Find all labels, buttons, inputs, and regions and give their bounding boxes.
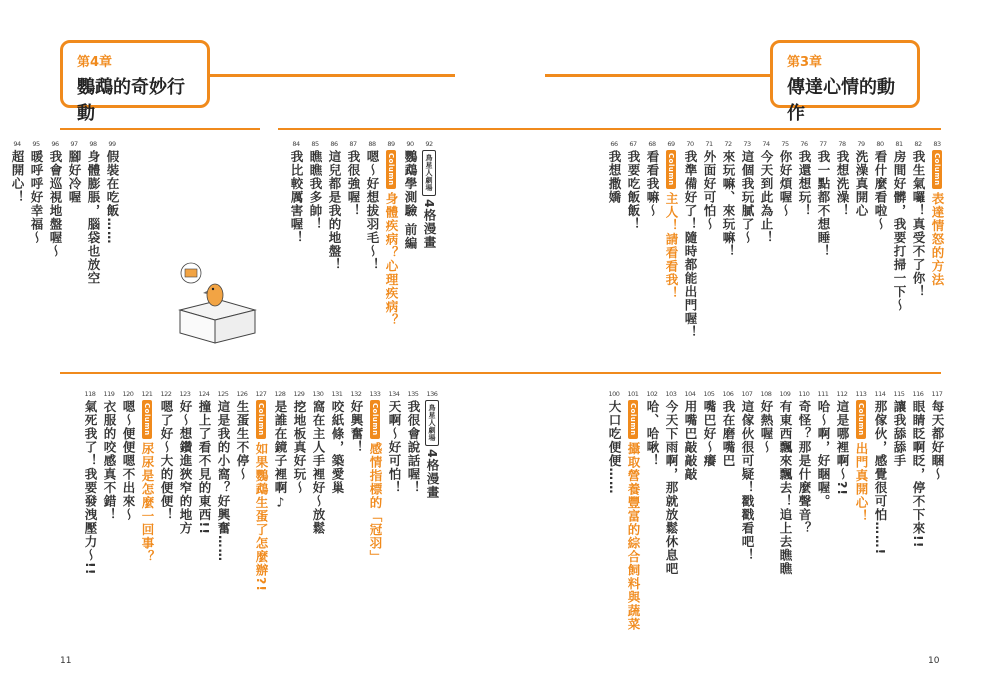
- toc-entry: [9, 138, 25, 285]
- toc-page-number: 100: [608, 390, 620, 398]
- column-tag: Column: [932, 150, 942, 189]
- toc-entry-title: 外面好可怕～: [702, 150, 717, 231]
- toc-entry-title: 鸚鵡學測驗 前編: [403, 150, 418, 250]
- toc-entry: [872, 388, 888, 631]
- toc-page-number: 84: [292, 140, 300, 148]
- toc-entry-title: 窩在主人手裡好～放鬆: [311, 400, 326, 535]
- toc-entry-title: 攝取營養豐富的綜合飼料與蔬菜: [626, 441, 641, 631]
- toc-entry: [834, 138, 850, 339]
- toc-entry: [424, 388, 440, 592]
- toc-entry-title: 4格漫畫: [422, 198, 437, 249]
- toc-entry: [383, 138, 399, 327]
- toc-entry: [663, 388, 679, 631]
- toc-page-number: 129: [293, 390, 305, 398]
- toc-entry: [101, 388, 117, 592]
- toc-entry-title: 洗澡真開心: [854, 150, 869, 218]
- toc-entry-title: 身體膨脹，腦袋也放空: [86, 150, 101, 285]
- toc-entry: [364, 138, 380, 327]
- toc-page-number: 86: [330, 140, 338, 148]
- chapter4-connector: [210, 74, 455, 77]
- toc-top-left: [6, 138, 120, 285]
- toc-page-number: 81: [895, 140, 903, 148]
- toc-entry: [682, 388, 698, 631]
- toc-entry: [402, 138, 418, 327]
- toc-entry: [739, 388, 755, 631]
- toc-page-number: 119: [103, 390, 115, 398]
- toc-page-number: 117: [931, 390, 943, 398]
- toc-entry-title: 好熱喔～: [759, 400, 774, 454]
- toc-page-number: 83: [933, 140, 941, 148]
- toc-entry: [815, 138, 831, 339]
- toc-entry-title: 尿尿是怎麼一回事？: [140, 441, 155, 564]
- toc-entry-title: 看什麼看啦～: [873, 150, 888, 231]
- toc-page-number: 97: [70, 140, 78, 148]
- toc-page-number: 66: [610, 140, 618, 148]
- toc-entry: [120, 388, 136, 592]
- chapter3-title: 傳達心情的動作: [787, 77, 895, 124]
- toc-page-number: 101: [627, 390, 639, 398]
- chapter4-title: 鸚鵡的奇妙行動: [77, 77, 185, 124]
- toc-page-number: 131: [331, 390, 343, 398]
- toc-entry: [891, 138, 907, 339]
- toc-entry-title: 出門真開心！: [854, 441, 869, 523]
- toc-entry: [644, 138, 660, 339]
- toc-page-number: 77: [819, 140, 827, 148]
- toc-entry: [139, 388, 155, 592]
- toc-entry-title: 我很強喔！: [346, 150, 361, 218]
- toc-page-number: 121: [141, 390, 153, 398]
- toc-entry-title: 衣服的咬感真不錯！: [102, 400, 117, 522]
- toc-entry-title: 撞上了看不見的東西!!: [197, 400, 212, 535]
- toc-page-number: 68: [648, 140, 656, 148]
- toc-page-number: 80: [876, 140, 884, 148]
- toc-page-number: 85: [311, 140, 319, 148]
- toc-entry: [910, 388, 926, 631]
- toc-page-number: 128: [274, 390, 286, 398]
- toc-entry-title: 暖呼呼好幸福～: [29, 150, 44, 245]
- toc-entry: [421, 138, 437, 327]
- toc-entry: [777, 388, 793, 631]
- toc-entry: [85, 138, 101, 285]
- toc-entry-title: 你好煩喔～: [778, 150, 793, 218]
- toc-entry-title: 我要吃飯飯！: [626, 150, 641, 231]
- toc-page-number: 115: [893, 390, 905, 398]
- toc-entry: [291, 388, 307, 592]
- toc-entry: [929, 388, 945, 631]
- toc-page-number: 76: [800, 140, 808, 148]
- toc-page-number: 88: [368, 140, 376, 148]
- toc-entry: [386, 388, 402, 592]
- toc-page-number: 104: [684, 390, 696, 398]
- toc-page-number: 135: [407, 390, 419, 398]
- toc-entry-title: 身體疾病？心理疾病？: [384, 191, 399, 327]
- toc-page-number: 108: [760, 390, 772, 398]
- column-tag: Column: [386, 150, 396, 189]
- toc-entry: [606, 138, 622, 339]
- toc-entry: [929, 138, 945, 339]
- toc-page-number: 136: [426, 390, 438, 398]
- toc-entry-title: 我會巡視地盤喔～: [48, 150, 63, 258]
- toc-entry-title: 大口吃便便……: [607, 400, 622, 495]
- toc-entry-title: 我生氣囉！真受不了你！: [911, 150, 926, 299]
- toc-entry: [196, 388, 212, 592]
- toc-page-number: 70: [686, 140, 694, 148]
- toc-entry: [28, 138, 44, 285]
- toc-page-number: 99: [108, 140, 116, 148]
- toc-entry: [405, 388, 421, 592]
- toc-page-number: 96: [51, 140, 59, 148]
- toc-entry-title: 超開心！: [10, 150, 25, 204]
- toc-entry-title: 這是我的小窩？好興奮……: [216, 400, 231, 562]
- column-tag: Column: [628, 400, 638, 439]
- toc-entry-title: 這兒都是我的地盤！: [327, 150, 342, 272]
- chapter3-label: 第3章: [787, 55, 823, 70]
- toc-page-number: 116: [912, 390, 924, 398]
- page-number-left: 11: [60, 656, 72, 666]
- toc-entry-title: 用嘴巴敲敲敲: [683, 400, 698, 481]
- toc-entry-title: 假裝在吃飯……: [105, 150, 120, 245]
- toc-entry: [606, 388, 622, 631]
- toc-entry: [66, 138, 82, 285]
- toc-entry: [177, 388, 193, 592]
- column-tag: Column: [256, 400, 266, 439]
- toc-top-middle: [285, 138, 437, 327]
- toc-entry: [739, 138, 755, 339]
- toc-page-number: 92: [425, 140, 433, 148]
- toc-entry: [288, 138, 304, 327]
- toc-page-number: 124: [198, 390, 210, 398]
- toc-entry-title: 感情指標的「冠羽」: [368, 441, 383, 564]
- toc-entry: [82, 388, 98, 592]
- toc-page-number: 82: [914, 140, 922, 148]
- manga-tag: 鳥星人劇場: [422, 150, 436, 196]
- toc-bottom-left: [79, 388, 440, 592]
- column-tag: Column: [142, 400, 152, 439]
- toc-entry-title: 房間好髒，我要打掃一下～: [892, 150, 907, 312]
- toc-page-number: 103: [665, 390, 677, 398]
- toc-entry: [625, 138, 641, 339]
- toc-page-number: 127: [255, 390, 267, 398]
- toc-entry: [777, 138, 793, 339]
- toc-page-number: 67: [629, 140, 637, 148]
- toc-page-number: 89: [387, 140, 395, 148]
- toc-entry-title: 這個我玩膩了～: [740, 150, 755, 245]
- toc-top-right: [603, 138, 945, 339]
- toc-entry: [644, 388, 660, 631]
- toc-entry-title: 挖地板真好玩～: [292, 400, 307, 495]
- parrot-tissue-box-illustration: [165, 255, 265, 345]
- toc-page-number: 126: [236, 390, 248, 398]
- toc-page-number: 112: [836, 390, 848, 398]
- toc-entry: [158, 388, 174, 592]
- column-tag: Column: [370, 400, 380, 439]
- toc-entry: [796, 138, 812, 339]
- toc-entry-title: 表達情怒的方法: [930, 191, 945, 287]
- toc-page-number: 132: [350, 390, 362, 398]
- toc-page-number: 95: [32, 140, 40, 148]
- toc-page-number: 110: [798, 390, 810, 398]
- toc-entry-title: 眼睛眨啊眨，停不下來!!: [911, 400, 926, 549]
- toc-entry-title: 我準備好了！隨時都能出門喔！: [683, 150, 698, 339]
- toc-entry: [272, 388, 288, 592]
- toc-entry-title: 我一點都不想睡！: [816, 150, 831, 258]
- toc-page-number: 125: [217, 390, 229, 398]
- toc-entry: [663, 138, 679, 339]
- toc-entry: [701, 388, 717, 631]
- toc-entry: [834, 388, 850, 631]
- toc-entry: [910, 138, 926, 339]
- toc-page-number: 78: [838, 140, 846, 148]
- toc-entry-title: 嗯了好～大的便便！: [159, 400, 174, 522]
- toc-page-number: 79: [857, 140, 865, 148]
- toc-bottom-right: [603, 388, 945, 631]
- toc-page-number: 109: [779, 390, 791, 398]
- toc-entry-title: 好興奮！: [349, 400, 364, 454]
- toc-entry-title: 是誰在鏡子裡啊♪: [273, 400, 288, 511]
- toc-page-number: 75: [781, 140, 789, 148]
- toc-entry: [853, 138, 869, 339]
- toc-entry-title: 腳好冷喔: [67, 150, 82, 204]
- rule-bottom: [60, 372, 941, 374]
- toc-entry-title: 我比較厲害喔！: [289, 150, 304, 245]
- toc-page-number: 134: [388, 390, 400, 398]
- toc-entry-title: 我很會說話喔！: [406, 400, 421, 495]
- toc-entry: [872, 138, 888, 339]
- toc-entry-title: 主人！請看看我！: [664, 191, 679, 300]
- toc-entry-title: 4格漫畫: [425, 448, 440, 499]
- chapter4-label: 第4章: [77, 55, 113, 70]
- toc-entry-title: 每天都好睏～: [930, 400, 945, 481]
- toc-entry-title: 如果鸚鵡生蛋了怎麼辦?!: [254, 441, 269, 592]
- toc-entry: [625, 388, 641, 631]
- toc-entry-title: 有東西飄來飄去！追上去瞧瞧: [778, 400, 793, 576]
- toc-page-number: 73: [743, 140, 751, 148]
- toc-page-number: 94: [13, 140, 21, 148]
- toc-entry-title: 氣死我了！我要發洩壓力～!!: [83, 400, 98, 576]
- toc-page-number: 71: [705, 140, 713, 148]
- toc-entry: [348, 388, 364, 592]
- chapter3-box: [770, 40, 920, 124]
- toc-entry-title: 好～想鑽進狹窄的地方: [178, 400, 193, 535]
- toc-entry-title: 咬紙條，築愛巢: [330, 400, 345, 495]
- toc-page-number: 105: [703, 390, 715, 398]
- page-number-right: 10: [928, 656, 940, 666]
- toc-entry-title: 嗯～便便嗯不出來～: [121, 400, 136, 522]
- rule-top-right: [278, 128, 941, 130]
- toc-entry: [310, 388, 326, 592]
- toc-page-number: 114: [874, 390, 886, 398]
- toc-page-number: 113: [855, 390, 867, 398]
- toc-entry: [367, 388, 383, 592]
- chapter3-connector: [545, 74, 770, 77]
- toc-entry: [853, 388, 869, 631]
- toc-entry-title: 今天下雨啊，那就放鬆休息吧: [664, 400, 679, 576]
- toc-page-number: 122: [160, 390, 172, 398]
- toc-page-number: 69: [667, 140, 675, 148]
- toc-page-number: 72: [724, 140, 732, 148]
- toc-entry-title: 看看我嘛～: [645, 150, 660, 218]
- toc-page-number: 106: [722, 390, 734, 398]
- toc-entry: [215, 388, 231, 592]
- toc-entry-title: 嗯～好想拔羽毛～！: [365, 150, 380, 272]
- manga-tag: 鳥星人劇場: [425, 400, 439, 446]
- rule-top-left: [60, 128, 260, 130]
- toc-page-number: 102: [646, 390, 658, 398]
- toc-entry: [720, 138, 736, 339]
- toc-page-number: 118: [84, 390, 96, 398]
- toc-page-number: 133: [369, 390, 381, 398]
- toc-page-number: 74: [762, 140, 770, 148]
- toc-entry: [720, 388, 736, 631]
- column-tag: Column: [856, 400, 866, 439]
- toc-entry-title: 我想洗澡！: [835, 150, 850, 218]
- toc-entry: [796, 388, 812, 631]
- toc-entry-title: 哈、哈啾！: [645, 400, 660, 468]
- toc-entry: [307, 138, 323, 327]
- toc-entry-title: 奇怪？那是什麼聲音？: [797, 400, 812, 535]
- toc-entry-title: 我在磨嘴巴: [721, 400, 736, 468]
- chapter4-box: [60, 40, 210, 124]
- toc-page-number: 120: [122, 390, 134, 398]
- toc-page-number: 90: [406, 140, 414, 148]
- toc-entry-title: 生蛋生不停～: [235, 400, 250, 481]
- toc-entry: [758, 138, 774, 339]
- toc-page-number: 123: [179, 390, 191, 398]
- toc-entry-title: 哈～啊，好睏喔。: [816, 400, 831, 508]
- toc-entry: [234, 388, 250, 592]
- toc-entry-title: 那傢伙，感覺很可怕……!: [873, 400, 888, 556]
- toc-entry: [701, 138, 717, 339]
- toc-page-number: 130: [312, 390, 324, 398]
- toc-entry-title: 瞧瞧我多帥！: [308, 150, 323, 231]
- toc-entry: [47, 138, 63, 285]
- toc-entry: [253, 388, 269, 592]
- toc-page-number: 98: [89, 140, 97, 148]
- toc-entry-title: 來玩嘛、來玩嘛！: [721, 150, 736, 258]
- toc-entry-title: 天啊～好可怕！: [387, 400, 402, 495]
- column-tag: Column: [666, 150, 676, 189]
- toc-page-number: 111: [817, 390, 829, 398]
- toc-entry-title: 讓我舔舔手: [892, 400, 907, 468]
- toc-entry-title: 這傢伙很可疑！戳戳看吧！: [740, 400, 755, 562]
- toc-entry-title: 我還想玩！: [797, 150, 812, 218]
- toc-entry: [891, 388, 907, 631]
- toc-page-number: 107: [741, 390, 753, 398]
- toc-page-number: 87: [349, 140, 357, 148]
- toc-entry-title: 嘴巴好～癢: [702, 400, 717, 468]
- toc-entry: [104, 138, 120, 285]
- toc-entry-title: 今天到此為止！: [759, 150, 774, 245]
- toc-entry: [758, 388, 774, 631]
- toc-entry: [815, 388, 831, 631]
- toc-entry: [329, 388, 345, 592]
- toc-entry: [345, 138, 361, 327]
- toc-entry-title: 我想撒嬌: [607, 150, 622, 204]
- toc-entry-title: 這是哪裡啊～?!: [835, 400, 850, 496]
- toc-entry: [682, 138, 698, 339]
- toc-entry: [326, 138, 342, 327]
